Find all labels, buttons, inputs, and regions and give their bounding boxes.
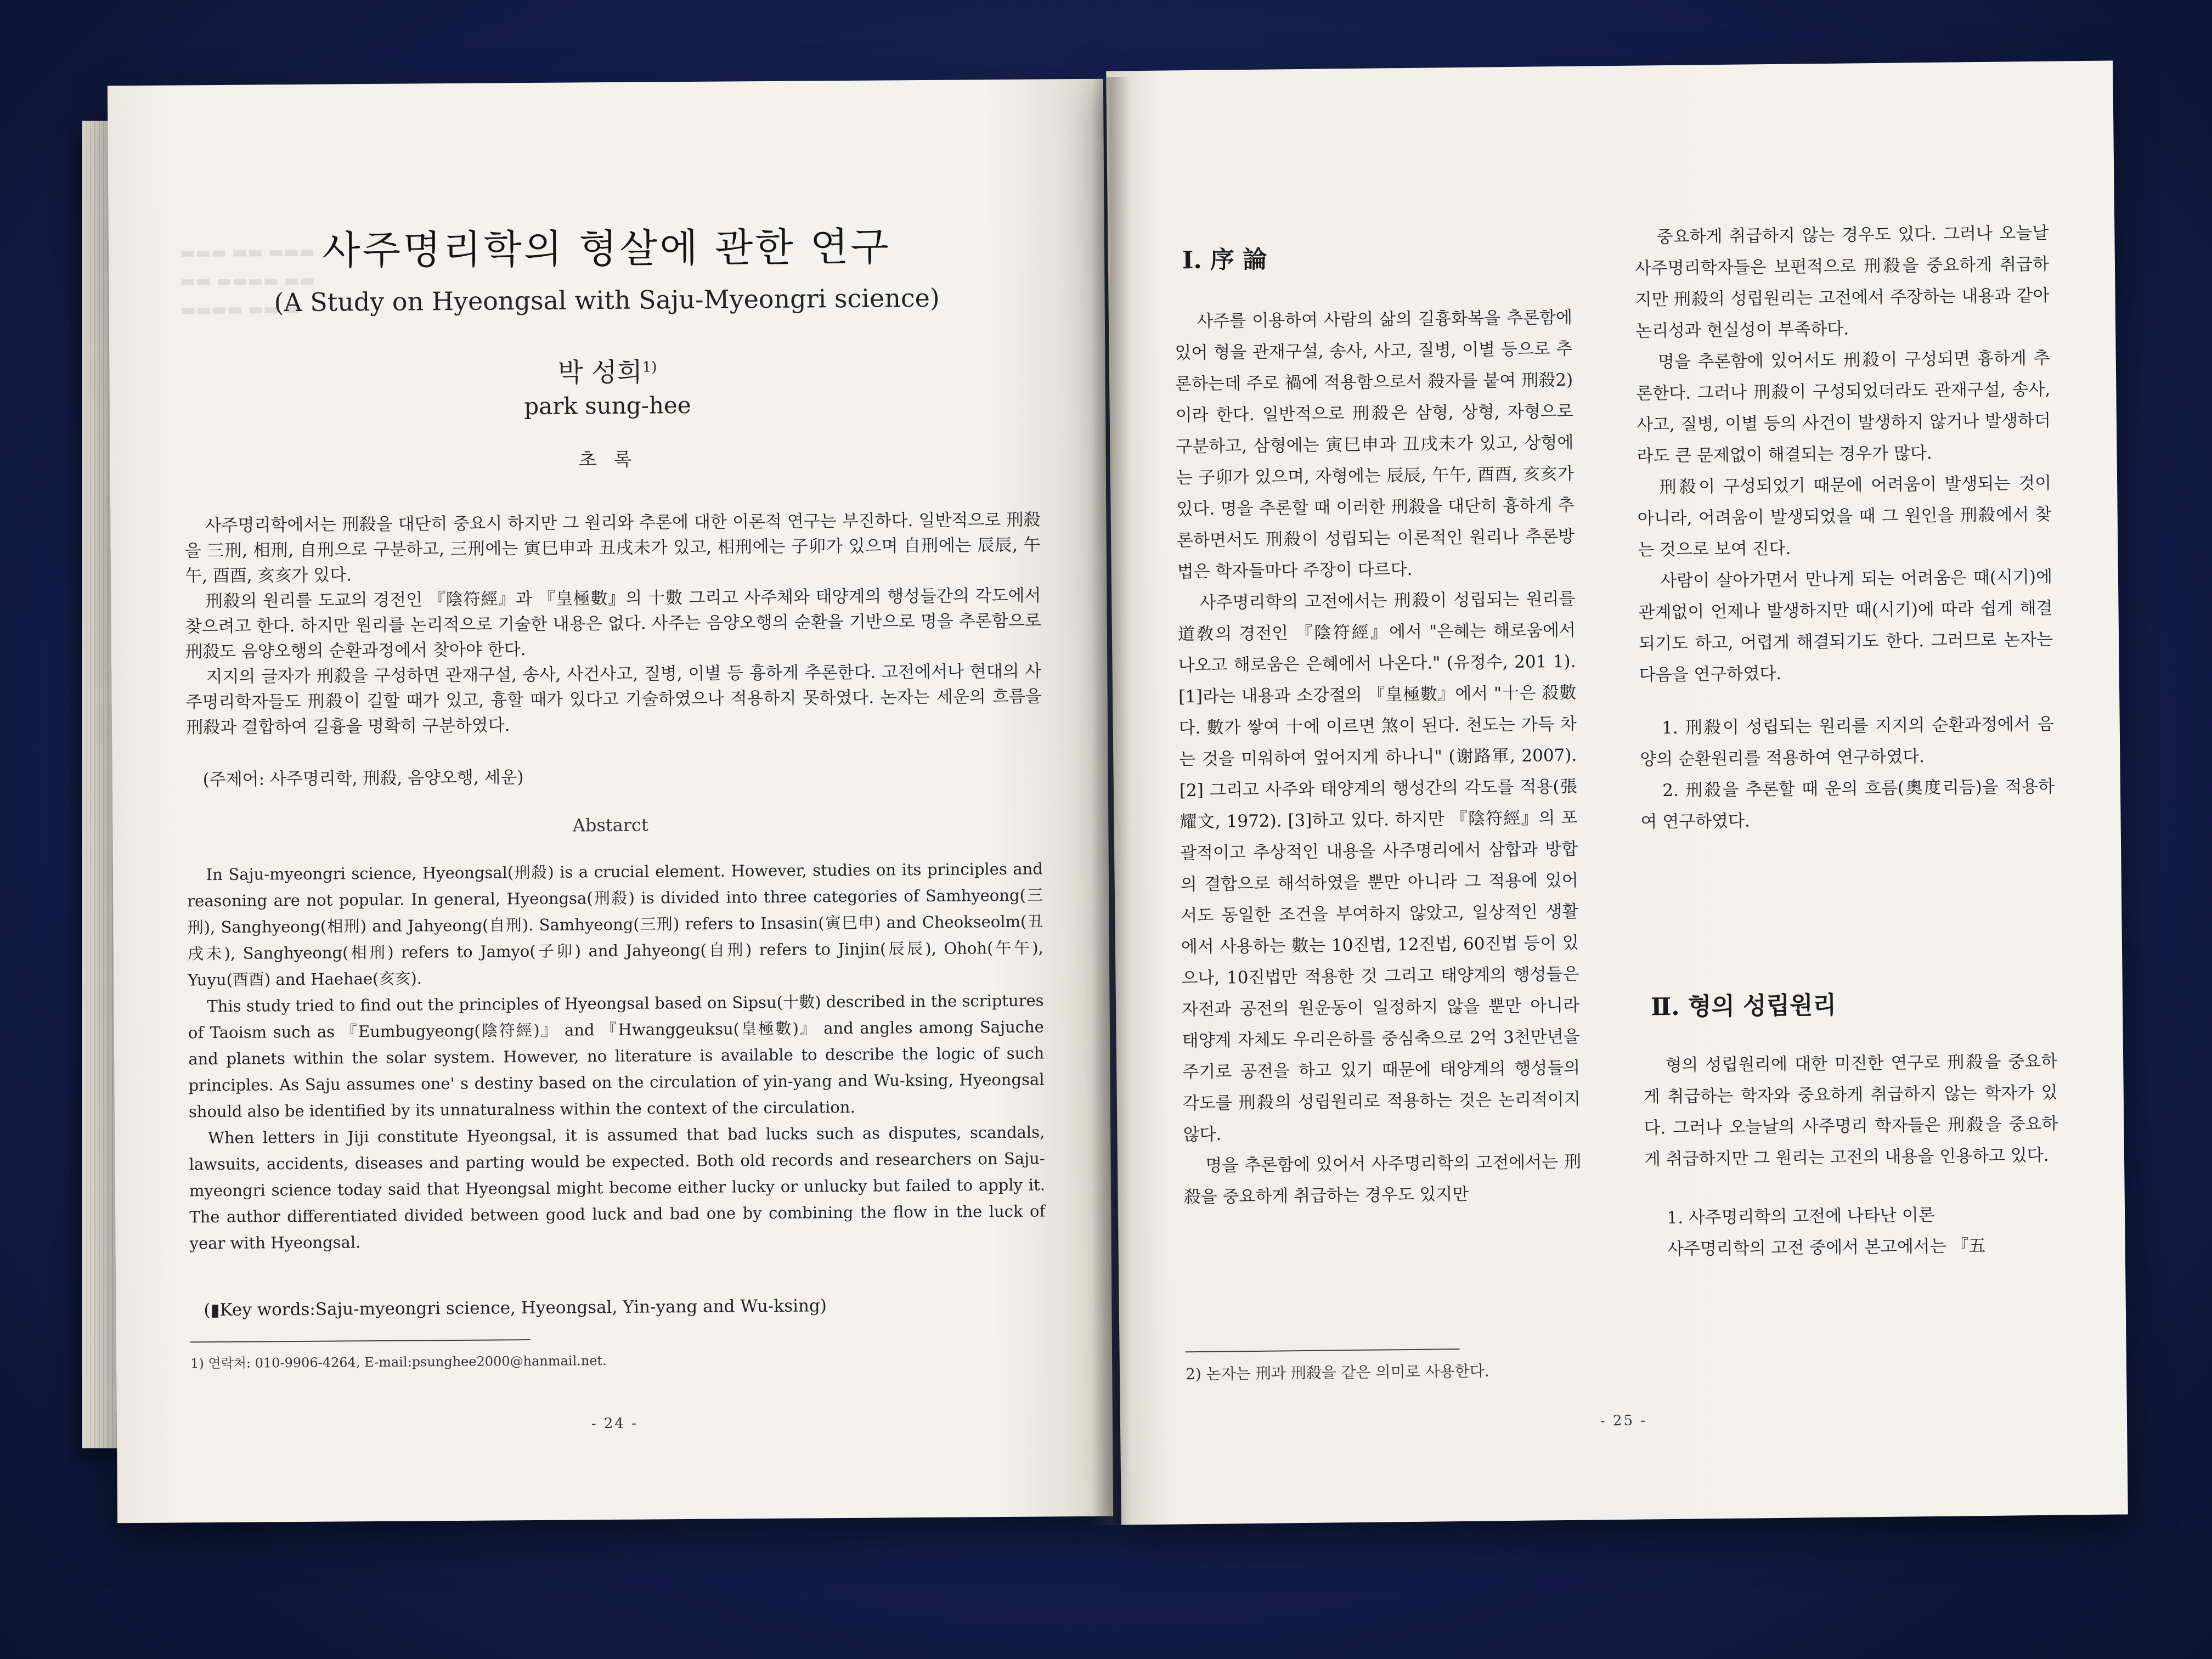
section-2-title: Ⅱ. 형의 성립원리 bbox=[1650, 991, 1837, 1022]
abstract-en-paragraph: When letters in Jiji constitute Hyeongsal, it is assumed that bad lucks such as disputes, scandals, lawsuits, accidents, diseases and parting would be expected. Both old records and researchers on Saju-myeongri science today said that Hyeongsal might become either lucky or unlucky but failed to apply it. The author differentiated divided between good luck and bad one by combining the flow in the luck of year with Hyeongsal. bbox=[189, 1122, 1046, 1253]
right-column-1 bbox=[1175, 302, 1582, 1214]
body-paragraph: 사주를 이용하여 사람의 삶의 길흉화복을 추론함에 있어 형을 관재구설, 송사, 사고, 질병, 이별 등으로 추론하는데 주로 禍에 적용함으로서 殺자를 붙여 刑殺2)이라 한다. 일반적으로 刑殺은 삼형, 상형, 자형으로 구분하고, 삼형에는 寅巳申과 丑戌未가 있고, 상형에는 子卯가 있으며, 자형에는 辰辰, 午午, 酉酉, 亥亥가 있다. 명을 추론할 때 이러한 刑殺을 대단히 흉하게 추론하면서도 刑殺이 성립되는 이론적인 원리나 추론방법은 학자들마다 주장이 다르다. bbox=[1175, 307, 1575, 582]
abstract-ko-paragraph: 지지의 글자가 刑殺을 구성하면 관재구설, 송사, 사건사고, 질병, 이별 등 흉하게 추론한다. 고전에서나 현대의 사주명리학자들도 刑殺이 길할 때가 있고, 흉할 때가 있다고 기술하였으나 적용하지 못하였다. 논자는 세운의 흐름을 刑殺과 결합하여 길흉을 명확히 구분하였다. bbox=[185, 661, 1042, 738]
body-paragraph: 사람이 살아가면서 만나게 되는 어려움은 때(시기)에 관계없이 언제나 발생하지만 때(시기)에 따라 쉽게 해결되기도 하고, 어렵게 해결되기도 한다. 그러므로 논자는 다음을 연구하였다. bbox=[1638, 567, 2053, 685]
page-number-right: - 25 - bbox=[1600, 1412, 1647, 1430]
body-paragraph: 명을 추론함에 있어서 사주명리학의 고전에서는 刑殺을 중요하게 취급하는 경우도 있지만 bbox=[1183, 1152, 1582, 1207]
abstract-en-paragraph: This study tried to find out the principles of Hyeongsal based on Sipsu(十數) described in the scriptures of Taoism such as 『Eumbugyeong(陰符經)』 and 『Hwanggeuksu(皇極數)』 and angles among Sajuche and planets within the solar system. However, no literature is available to describe the logic of such principles. As Saju assumes one' s destiny based on the circulation of yin-yang and Wu-ksing, Hyeongsal should also be identified by its unnaturalness within the context of the circulation. bbox=[188, 991, 1045, 1121]
abstract-en-paragraph: In Saju-myeongri science, Hyeongsal(刑殺) is a crucial element. However, studies on its principles and reasoning are not popular. In general, Hyeongsa(刑殺) is divided into three categories of Samhyeong(三刑), Sanghyeong(相刑) and Jahyeong(自刑). Samhyeong(三刑) refers to Insasin(寅巳申) and Cheokseolm(丑戌未), Sanghyeong(相刑) refers to Jamyo(子卯) and Jahyeong(自刑) refers to Jinjin(辰辰), Ohoh(午午), Yuyu(酉酉) and Haehae(亥亥). bbox=[187, 859, 1044, 990]
subsection-heading: 1. 사주명리학의 고전에 나타난 이론 bbox=[1667, 1205, 1935, 1228]
right-page bbox=[1106, 60, 2128, 1525]
body-paragraph: 사주명리학의 고전 중에서 본고에서는 『五 bbox=[1667, 1236, 1986, 1260]
paper-subtitle-en: (A Study on Hyeongsal with Saju-Myeongri science) bbox=[274, 283, 940, 318]
body-paragraph: 중요하게 취급하지 않는 경우도 있다. 그러나 오늘날 사주명리학자들은 보편적으로 刑殺을 중요하게 취급하지만 刑殺의 성립원리는 고전에서 주장하는 내용과 같아 논리성과 현실성이 부족하다. bbox=[1634, 223, 2050, 341]
abstract-en bbox=[187, 855, 1046, 1256]
list-item: 1. 刑殺이 성립되는 원리를 지지의 순환과정에서 음양의 순환원리를 적용하여 연구하였다. bbox=[1640, 714, 2054, 770]
page-number-left: - 24 - bbox=[591, 1415, 639, 1432]
show-through-text: ▬▬▬ ▬▬ ▬▬▬ ▬▬ ▬▬▬▬ ▬▬ ▬▬▬▬ ▬▬ ▬ bbox=[179, 242, 315, 320]
abstract-ko bbox=[184, 507, 1042, 741]
book-gutter bbox=[1092, 77, 1130, 1525]
right-column-2 bbox=[1634, 218, 2055, 838]
author-footnote-mark: 1) bbox=[642, 359, 657, 376]
left-page bbox=[108, 79, 1113, 1523]
body-paragraph: 刑殺이 구성되었기 때문에 어려움이 발생되는 것이 아니라, 어려움이 발생되었을 때 그 원인을 刑殺에서 찾는 것으로 보여 진다. bbox=[1637, 473, 2052, 560]
body-paragraph: 형의 성립원리에 대한 미진한 연구로 刑殺을 중요하게 취급하는 학자와 중요하게 취급하지 않는 학자가 있다. 그러나 오늘날의 사주명리 학자들은 刑殺을 중요하게 취급하지만 그 원리는 고전의 내용을 인용하고 있다. bbox=[1643, 1051, 2058, 1170]
paper-title: 사주명리학의 형살에 관한 연구 bbox=[321, 223, 891, 274]
body-paragraph: 사주명리학의 고전에서는 刑殺이 성립되는 원리를 道敎의 경전인 『陰符經』에서 "은혜는 해로움에서 나오고 해로움은 은혜에서 나온다." (유정수, 201 1). [1]라는 내용과 소강절의 『皇極數』에서 "十은 殺數다. 數가 쌓여 十에 이르면 煞이 된다. 천도는 가득 차는 것을 미워하여 엎어지게 하나니" (谢路軍, 2007). [2] 그리고 사주와 태양계의 행성간의 각도를 적용(張耀文, 1972). [3]하고 있다. 하지만 『陰符經』의 포괄적이고 추상적인 내용을 사주명리에서 삼합과 방합의 결합으로 해석하였을 뿐만 아니라 그 적용에 있어서도 동일한 조건을 부여하지 않았고, 일상적인 생활에서 사용하는 數는 10진법, 12진법, 60진법 등이 있으나, 10진법만 적용한 것 그리고 태양계의 행성들은 자전과 공전의 원운동이 일정하지 않을 뿐만 아니라 태양계 자체도 우리은하를 중심축으로 2억 3천만년을 주기로 공전을 하고 있기 때문에 태양계의 행성들의 각도를 刑殺의 성립원리로 적용하는 것은 논리적이지 않다. bbox=[1177, 589, 1581, 1145]
body-paragraph: 명을 추론함에 있어서도 刑殺이 구성되면 흉하게 추론한다. 그러나 刑殺이 구성되었더라도 관재구설, 송사, 사고, 질병, 이별 등의 사건이 발생하지 않거나 발생하더라도 큰 문제없이 해결되는 경우가 많다. bbox=[1636, 348, 2051, 466]
footnote-rule bbox=[1186, 1348, 1460, 1352]
footnote-rule bbox=[190, 1339, 531, 1342]
abstract-ko-paragraph: 사주명리학에서는 刑殺을 대단히 중요시 하지만 그 원리와 추론에 대한 이론적 연구는 부진하다. 일반적으로 刑殺을 三刑, 相刑, 自刑으로 구분하고, 三刑에는 寅巳申과 丑戌未가 있고, 相刑에는 子卯가 있으며 自刑에는 辰辰, 午午, 酉酉, 亥亥가 있다. bbox=[184, 510, 1041, 586]
list-item: 2. 刑殺을 추론할 때 운의 흐름(奧度리듬)을 적용하여 연구하였다. bbox=[1640, 776, 2055, 832]
keywords-ko: (주제어: 사주명리학, 刑殺, 음양오행, 세운) bbox=[202, 768, 524, 790]
section-2-body bbox=[1643, 1046, 2059, 1266]
author-name-ko: 박 성희 bbox=[557, 357, 643, 388]
footnote-definition: 2) 논자는 刑과 刑殺을 같은 의미로 사용한다. bbox=[1185, 1362, 1489, 1384]
abstract-en-heading: Abstarct bbox=[572, 814, 648, 836]
abstract-ko-paragraph: 刑殺의 원리를 도교의 경전인 『陰符經』과 『皇極數』의 十數 그리고 사주체와 태양계의 행성들간의 각도에서 찾으려고 한다. 하지만 원리를 논리적으로 기술한 내용은 없다. 사주는 음양오행의 순환을 기반으로 명을 추론함으로 刑殺도 음양오행의 순환과정에서 찾아야 한다. bbox=[185, 585, 1041, 662]
author-name-en: park sung-hee bbox=[524, 391, 691, 420]
footnote-contact: 1) 연락처: 010-9906-4264, E-mail:psunghee2000@hanmail.net. bbox=[190, 1353, 607, 1372]
keywords-en: (▮Key words:Saju-myeongri science, Hyeongsal, Yin-yang and Wu-ksing) bbox=[204, 1296, 827, 1321]
author-ko-line bbox=[109, 348, 1105, 393]
abstract-ko-heading: 초 록 bbox=[578, 448, 637, 471]
section-1-title: Ⅰ. 序 論 bbox=[1182, 245, 1267, 275]
